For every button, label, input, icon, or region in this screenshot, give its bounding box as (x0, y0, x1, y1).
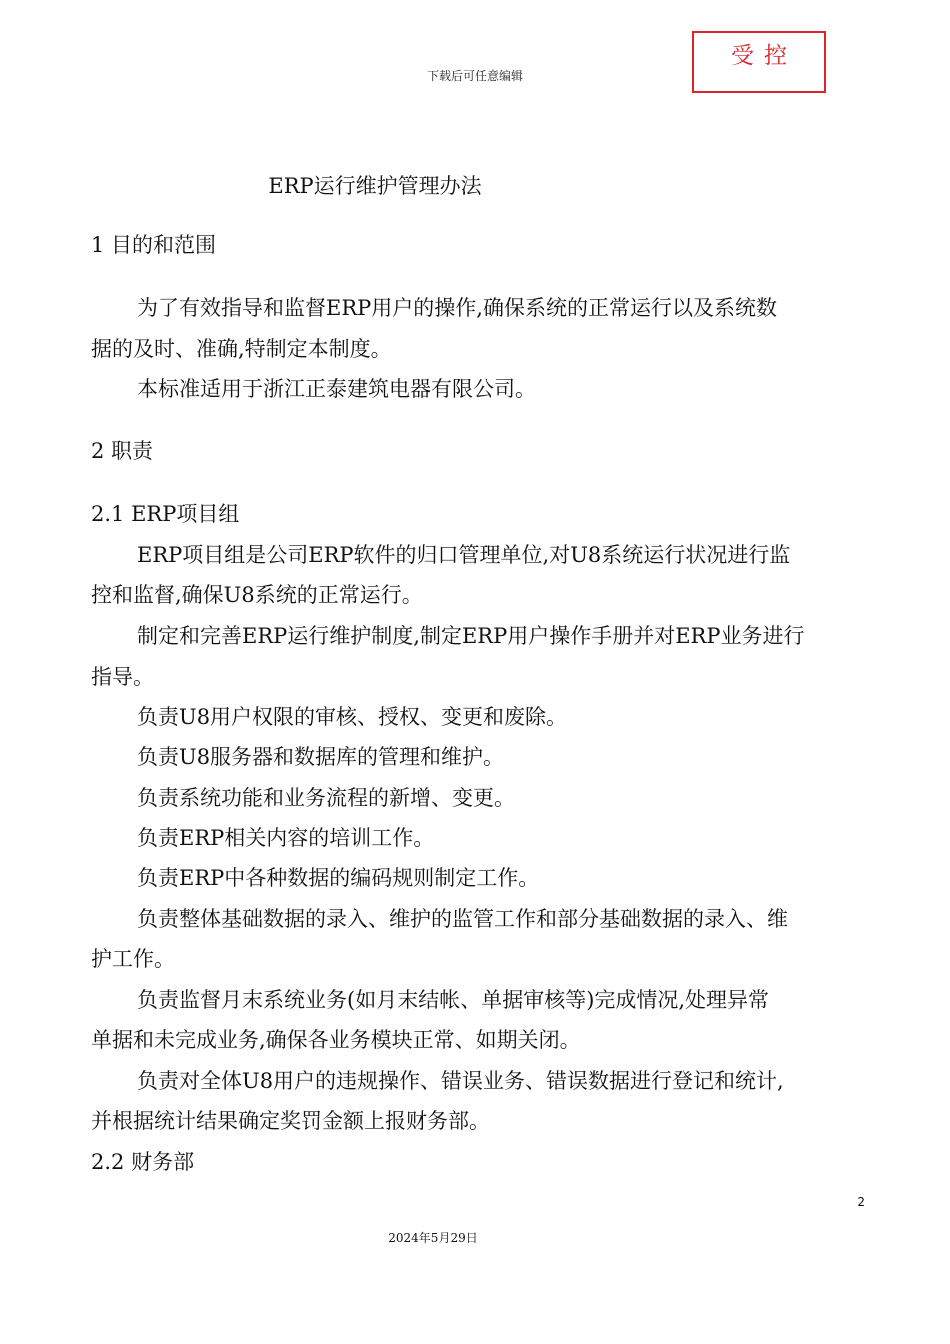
paragraph-line: 负责对全体U8用户的违规操作、错误业务、错误数据进行登记和统计, (137, 1069, 784, 1093)
paragraph-line: 负责监督月末系统业务(如月末结帐、单据审核等)完成情况,处理异常 (137, 988, 770, 1012)
paragraph-line: 负责系统功能和业务流程的新增、变更。 (137, 786, 515, 810)
document-title: ERP运行维护管理办法 (268, 174, 482, 198)
paragraph-line: 并根据统计结果确定奖罚金额上报财务部。 (91, 1109, 490, 1133)
stamp-text: 受控 (731, 43, 797, 69)
page-number: 2 (857, 1195, 865, 1209)
paragraph-line: 负责ERP中各种数据的编码规则制定工作。 (137, 866, 540, 890)
paragraph-line: 负责整体基础数据的录入、维护的监管工作和部分基础数据的录入、维 (137, 907, 788, 931)
subsection-heading-2-2: 2.2 财务部 (91, 1150, 195, 1174)
header-note: 下载后可任意编辑 (426, 69, 523, 83)
section-heading-2: 2 职责 (91, 439, 154, 463)
paragraph-line: 控和监督,确保U8系统的正常运行。 (91, 583, 423, 607)
paragraph-line: 本标准适用于浙江正泰建筑电器有限公司。 (137, 377, 536, 401)
paragraph-line: 单据和未完成业务,确保各业务模块正常、如期关闭。 (91, 1028, 581, 1052)
section-heading-1: 1 目的和范围 (91, 233, 217, 257)
paragraph-line: 负责U8服务器和数据库的管理和维护。 (137, 745, 505, 769)
paragraph-line: 为了有效指导和监督ERP用户的操作,确保系统的正常运行以及系统数 (137, 296, 777, 320)
paragraph-line: 负责U8用户权限的审核、授权、变更和废除。 (137, 705, 568, 729)
footer-date: 2024年5月29日 (388, 1231, 478, 1245)
paragraph-line: 护工作。 (91, 947, 175, 971)
paragraph-line: 负责ERP相关内容的培训工作。 (137, 826, 435, 850)
paragraph-line: ERP项目组是公司ERP软件的归口管理单位,对U8系统运行状况进行监 (137, 543, 791, 567)
subsection-heading-2-1: 2.1 ERP项目组 (91, 502, 240, 526)
paragraph-line: 制定和完善ERP运行维护制度,制定ERP用户操作手册并对ERP业务进行 (137, 624, 805, 648)
paragraph-line: 指导。 (91, 665, 154, 689)
paragraph-line: 据的及时、准确,特制定本制度。 (91, 337, 392, 361)
controlled-stamp (692, 31, 826, 93)
